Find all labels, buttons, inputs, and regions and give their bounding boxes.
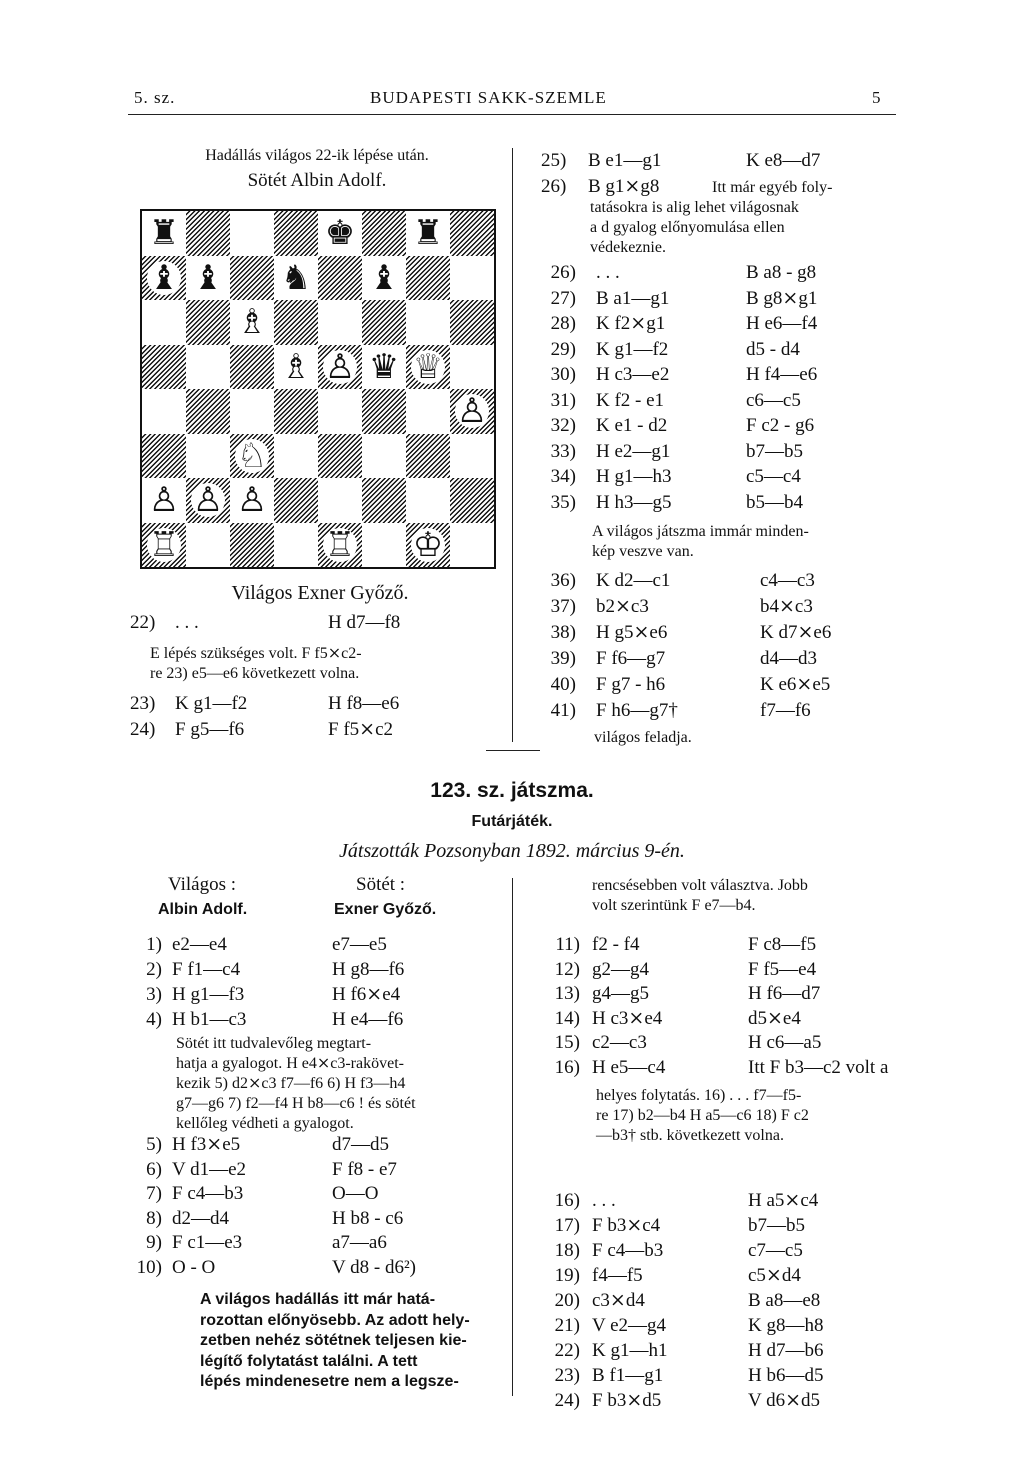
move-23-num: 23) <box>130 693 156 714</box>
move-black: b5—b4 <box>746 491 803 513</box>
board-square <box>318 300 362 345</box>
move-number: 13) <box>554 983 580 1004</box>
chess-piece-icon: ♗ <box>280 346 312 387</box>
move-number: 3) <box>146 984 162 1005</box>
move-number: 37) <box>550 596 576 617</box>
issue-number: 5. sz. <box>134 88 176 107</box>
board-square <box>362 345 406 390</box>
board-square <box>186 300 230 345</box>
move-number: 38) <box>550 622 576 643</box>
board-square <box>450 256 494 301</box>
move-white: . . . <box>596 262 620 283</box>
white-name: Albin Adolf. <box>158 901 248 918</box>
move-number: 31) <box>550 389 576 411</box>
board-square <box>318 256 362 301</box>
move-black: K d7⨯e6 <box>760 622 832 643</box>
move-number: 26) <box>550 262 576 283</box>
move-white: H e5—c4 <box>592 1056 666 1078</box>
move-26-white: B g1⨯g8 <box>588 176 660 197</box>
move-number: 5) <box>146 1134 162 1155</box>
chess-piece-icon: ♙ <box>456 391 488 432</box>
chess-piece-icon: ♙ <box>148 480 180 521</box>
move-white: H g1—h3 <box>596 466 672 487</box>
board-square <box>230 478 274 523</box>
move-white: b2⨯c3 <box>596 596 649 617</box>
board-square <box>450 345 494 390</box>
annotation-line: g7—g6 7) f2—f4 H b8—c6 ! és sötét <box>176 1095 416 1112</box>
move-number: 2) <box>146 959 162 980</box>
move-number: 10) <box>136 1256 162 1278</box>
chess-piece-icon: ♝ <box>368 257 400 298</box>
board-square <box>406 256 450 301</box>
move-white: c3⨯d4 <box>592 1290 645 1311</box>
board-square <box>186 345 230 390</box>
move-black: f7—f6 <box>760 700 811 721</box>
move-white: H b1—c3 <box>172 1009 247 1030</box>
move-white: e2—e4 <box>172 934 227 955</box>
move-number: 29) <box>550 338 576 360</box>
white-label: Világos : <box>168 874 236 895</box>
board-square <box>406 300 450 345</box>
board-square <box>274 256 318 301</box>
move-white: K g1—h1 <box>592 1340 668 1361</box>
move-black: V d8 - d6²) <box>332 1256 416 1278</box>
board-square <box>362 478 406 523</box>
move-white: H e2—g1 <box>596 440 671 462</box>
move-black: H f6—d7 <box>748 983 821 1004</box>
move-white: F b3⨯c4 <box>592 1215 661 1236</box>
move-black: d4—d3 <box>760 648 817 669</box>
board-square <box>274 211 318 256</box>
annotation-line: volt szerintünk F e7—b4. <box>592 897 756 914</box>
black-name: Exner Győző. <box>334 901 437 918</box>
move-number: 8) <box>146 1207 162 1229</box>
move-number: 15) <box>554 1032 580 1053</box>
move-white: V d1—e2 <box>172 1158 247 1180</box>
move-number: 18) <box>554 1240 580 1261</box>
move-black: c5⨯d4 <box>748 1265 801 1286</box>
move-number: 11) <box>555 934 580 955</box>
move-white: K e1 - d2 <box>596 415 668 436</box>
move-number: 19) <box>554 1265 580 1286</box>
move-number: 7) <box>146 1183 162 1204</box>
move-black: H e4—f6 <box>332 1009 404 1030</box>
move-22-black: H d7—f8 <box>328 612 401 633</box>
move-black: c4—c3 <box>760 570 815 591</box>
annotation-line: —b3† stb. következett volna. <box>596 1127 784 1144</box>
board-square <box>186 523 230 568</box>
header-rule <box>128 114 896 115</box>
move-white: d2—d4 <box>172 1207 229 1229</box>
board-square <box>186 478 230 523</box>
move-black: Itt F b3—c2 volt a <box>748 1056 889 1078</box>
diagram-caption: Hadállás világos 22-ik lépése után. <box>205 147 429 164</box>
move-black: b7—b5 <box>746 440 803 462</box>
move-number: 16) <box>554 1056 580 1078</box>
board-square <box>318 478 362 523</box>
chess-board <box>140 209 496 569</box>
move-black: O—O <box>332 1183 379 1204</box>
game-opening: Futárjáték. <box>471 813 553 830</box>
board-square <box>142 434 186 479</box>
chess-piece-icon: ♝ <box>148 257 180 298</box>
move-white: c2—c3 <box>592 1032 647 1053</box>
move-number: 32) <box>550 415 576 436</box>
white-player: Világos Exner Győző. <box>231 582 409 604</box>
chess-piece-icon: ♛ <box>368 346 400 387</box>
move-black: F c2 - g6 <box>746 415 815 436</box>
annotation-line: re 17) b2—b4 H a5—c6 18) F c2 <box>596 1107 809 1124</box>
move-24-black: F f5⨯c2 <box>328 719 393 740</box>
chess-piece-icon: ♙ <box>192 480 224 521</box>
annotation-line: lépés mindenesetre nem a legsze- <box>200 1373 459 1390</box>
board-square <box>274 345 318 390</box>
board-square <box>450 434 494 479</box>
move-number: 34) <box>550 466 576 487</box>
board-square <box>318 389 362 434</box>
note-22-a: E lépés szükséges volt. F f5⨯c2- <box>150 645 362 662</box>
chess-piece-icon: ♞ <box>280 257 312 298</box>
board-square <box>142 211 186 256</box>
move-white: H g5⨯e6 <box>596 622 668 643</box>
move-white: F g7 - h6 <box>596 674 666 695</box>
move-black: d5 - d4 <box>746 338 800 360</box>
column-rule-bottom <box>512 878 513 1396</box>
board-square <box>362 256 406 301</box>
move-black: K e6⨯e5 <box>760 674 831 695</box>
chess-piece-icon: ♙ <box>236 480 268 521</box>
move-number: 27) <box>550 287 576 309</box>
board-square <box>274 300 318 345</box>
move-white: g2—g4 <box>592 958 649 980</box>
running-header <box>134 88 894 112</box>
move-black: H c6—a5 <box>748 1032 822 1053</box>
move-23-white: K g1—f2 <box>175 693 248 714</box>
chess-piece-icon: ♖ <box>324 524 356 565</box>
board-square <box>450 523 494 568</box>
board-square <box>274 389 318 434</box>
move-white: . . . <box>592 1190 616 1211</box>
move-black: H f4—e6 <box>746 364 818 385</box>
board-square <box>362 523 406 568</box>
move-25-white: B e1—g1 <box>588 150 662 171</box>
annotation-line: rencsésebben volt választva. Jobb <box>592 877 808 894</box>
move-white: F c4—b3 <box>592 1240 664 1261</box>
move-25-black: K e8—d7 <box>746 150 821 171</box>
board-square <box>142 345 186 390</box>
board-square <box>230 523 274 568</box>
move-number: 20) <box>554 1290 580 1311</box>
board-square <box>274 434 318 479</box>
game-title: 123. sz. játszma. <box>430 779 594 802</box>
move-26-note-start: Itt már egyéb foly- <box>712 179 833 196</box>
move-white: F f1—c4 <box>172 959 241 980</box>
move-white: O - O <box>172 1256 216 1278</box>
annotation-line: rozottan előnyösebb. Az adott hely- <box>200 1311 470 1329</box>
board-square <box>450 300 494 345</box>
move-white: f2 - f4 <box>592 934 640 955</box>
board-square <box>406 523 450 568</box>
move-white: F h6—g7† <box>596 700 678 721</box>
board-square <box>230 300 274 345</box>
move-number: 36) <box>550 570 576 591</box>
board-square <box>230 389 274 434</box>
move-black: B a8 - g8 <box>746 262 817 283</box>
move-black: b4⨯c3 <box>760 596 813 617</box>
move-number: 17) <box>554 1215 580 1236</box>
move-number: 35) <box>550 491 576 513</box>
annotation-line: Sötét itt tudvalevőleg megtart- <box>176 1035 372 1052</box>
move-white: F c1—e3 <box>172 1232 243 1253</box>
game-played: Játszották Pozsonyban 1892. március 9-én. <box>339 840 685 862</box>
move-black: a7—a6 <box>332 1232 387 1253</box>
resign-note: világos feladja. <box>594 729 692 746</box>
annotation-line: légítő folytatást találni. A tett <box>200 1352 418 1370</box>
move-black: H b6—d5 <box>748 1365 824 1386</box>
note-35-b: kép veszve van. <box>592 543 694 560</box>
move-black: H d7—b6 <box>748 1340 824 1361</box>
black-label: Sötét : <box>356 874 406 895</box>
move-white: K f2⨯g1 <box>596 313 666 334</box>
move-number: 30) <box>550 364 576 385</box>
move-black: F f5—e4 <box>748 958 817 980</box>
board-square <box>186 211 230 256</box>
chess-piece-icon: ♜ <box>148 213 180 254</box>
move-black: e7—e5 <box>332 934 387 955</box>
board-square <box>142 300 186 345</box>
move-white: H c3⨯e4 <box>592 1007 663 1029</box>
move-22-white: . . . <box>175 612 199 633</box>
board-square <box>230 211 274 256</box>
board-square <box>362 211 406 256</box>
board-square <box>230 256 274 301</box>
move-black: c7—c5 <box>748 1240 803 1261</box>
move-number: 22) <box>554 1340 580 1361</box>
board-square <box>406 389 450 434</box>
page-number: 5 <box>872 88 882 107</box>
move-black: H e6—f4 <box>746 313 818 334</box>
board-square <box>186 389 230 434</box>
move-black: c6—c5 <box>746 389 801 411</box>
board-square <box>450 211 494 256</box>
annotation-line: kezik 5) d2⨯c3 f7—f6 6) H f3—h4 <box>176 1075 406 1092</box>
move-24-white: F g5—f6 <box>175 719 245 740</box>
board-square <box>318 345 362 390</box>
board-square <box>362 300 406 345</box>
note-26-c: védekeznie. <box>590 239 666 256</box>
move-black: V d6⨯d5 <box>748 1390 821 1411</box>
move-number: 12) <box>554 958 580 980</box>
board-square <box>142 523 186 568</box>
annotation-line: helyes folytatás. 16) . . . f7—f5- <box>596 1087 802 1104</box>
move-number: 9) <box>146 1232 162 1253</box>
move-number: 40) <box>550 674 576 695</box>
annotation-line: zetben nehéz sötétnek teljesen kie- <box>200 1332 467 1349</box>
move-white: H c3—e2 <box>596 364 670 385</box>
board-square <box>318 523 362 568</box>
chess-piece-icon: ♖ <box>148 524 180 565</box>
move-black: d5⨯e4 <box>748 1007 801 1029</box>
board-square <box>274 478 318 523</box>
board-square <box>406 478 450 523</box>
board-square <box>186 434 230 479</box>
column-rule-top <box>512 148 513 742</box>
move-black: F c8—f5 <box>748 934 817 955</box>
move-number: 14) <box>554 1007 580 1029</box>
move-black: B g8⨯g1 <box>746 287 818 309</box>
move-number: 23) <box>554 1365 580 1386</box>
move-number: 16) <box>554 1190 580 1211</box>
chess-piece-icon: ♝ <box>192 257 224 298</box>
chess-piece-icon: ♗ <box>236 302 268 343</box>
chess-piece-icon: ♔ <box>412 524 444 565</box>
move-white: K g1—f2 <box>596 338 669 360</box>
move-white: K f2 - e1 <box>596 389 665 411</box>
move-white: F f6—g7 <box>596 648 666 669</box>
note-35-a: A világos játszma immár minden- <box>592 523 809 540</box>
move-white: f4—f5 <box>592 1265 643 1286</box>
chess-piece-icon: ♜ <box>412 213 444 254</box>
move-number: 1) <box>146 934 162 955</box>
chess-piece-icon: ♙ <box>324 346 356 387</box>
move-black: F f8 - e7 <box>332 1158 397 1180</box>
annotation-line: A világos hadállás itt már hatá- <box>200 1291 436 1308</box>
move-white: B a1—g1 <box>596 287 670 309</box>
move-number: 6) <box>146 1158 162 1180</box>
board-square <box>362 434 406 479</box>
note-26-a: tatásokra is alig lehet világosnak <box>590 199 799 216</box>
move-black: b7—b5 <box>748 1215 805 1236</box>
move-26-num: 26) <box>541 176 567 197</box>
board-square <box>230 345 274 390</box>
move-black: H f6⨯e4 <box>332 984 401 1005</box>
move-white: V e2—g4 <box>592 1315 667 1336</box>
move-white: H f3⨯e5 <box>172 1134 241 1155</box>
move-black: K g8—h8 <box>748 1315 824 1336</box>
board-square <box>230 434 274 479</box>
annotation-line: hatja a gyalogot. H e4⨯c3-rakövet- <box>176 1055 404 1072</box>
move-number: 24) <box>554 1390 580 1411</box>
board-square <box>362 389 406 434</box>
note-26-b: a d gyalog előnyomulása ellen <box>590 219 785 236</box>
board-square <box>318 211 362 256</box>
move-black: c5—c4 <box>746 466 801 487</box>
chess-piece-icon: ♘ <box>236 435 268 476</box>
move-number: 28) <box>550 313 576 334</box>
move-number: 41) <box>550 700 576 721</box>
chess-piece-icon: ♕ <box>412 346 444 387</box>
move-number: 21) <box>554 1315 580 1336</box>
move-white: g4—g5 <box>592 983 649 1004</box>
board-square <box>406 345 450 390</box>
move-white: B f1—g1 <box>592 1365 664 1386</box>
board-square <box>318 434 362 479</box>
move-22-num: 22) <box>130 612 156 633</box>
chess-piece-icon: ♚ <box>324 213 356 254</box>
move-number: 33) <box>550 440 576 462</box>
move-23-black: H f8—e6 <box>328 693 400 714</box>
section-separator <box>486 750 540 751</box>
black-player: Sötét Albin Adolf. <box>247 170 387 191</box>
move-black: d7—d5 <box>332 1134 389 1155</box>
board-square <box>274 523 318 568</box>
board-square <box>142 389 186 434</box>
move-white: K d2—c1 <box>596 570 671 591</box>
move-black: H g8—f6 <box>332 959 405 980</box>
note-22-b: re 23) e5—e6 következett volna. <box>150 665 360 682</box>
board-square <box>406 434 450 479</box>
annotation-line: kellőleg védheti a gyalogot. <box>176 1115 354 1132</box>
board-square <box>450 389 494 434</box>
board-square <box>142 478 186 523</box>
move-white: H g1—f3 <box>172 984 245 1005</box>
move-black: H b8 - c6 <box>332 1207 404 1229</box>
journal-title: BUDAPESTI SAKK-SZEMLE <box>370 88 607 107</box>
move-number: 39) <box>550 648 576 669</box>
move-black: H a5⨯c4 <box>748 1190 819 1211</box>
board-square <box>142 256 186 301</box>
move-black: B a8—e8 <box>748 1290 821 1311</box>
move-number: 4) <box>146 1009 162 1030</box>
board-square <box>406 211 450 256</box>
move-white: H h3—g5 <box>596 491 672 513</box>
board-square <box>186 256 230 301</box>
move-white: F c4—b3 <box>172 1183 244 1204</box>
move-25-num: 25) <box>541 150 567 171</box>
move-24-num: 24) <box>130 719 156 740</box>
board-square <box>450 478 494 523</box>
move-white: F b3⨯d5 <box>592 1390 662 1411</box>
